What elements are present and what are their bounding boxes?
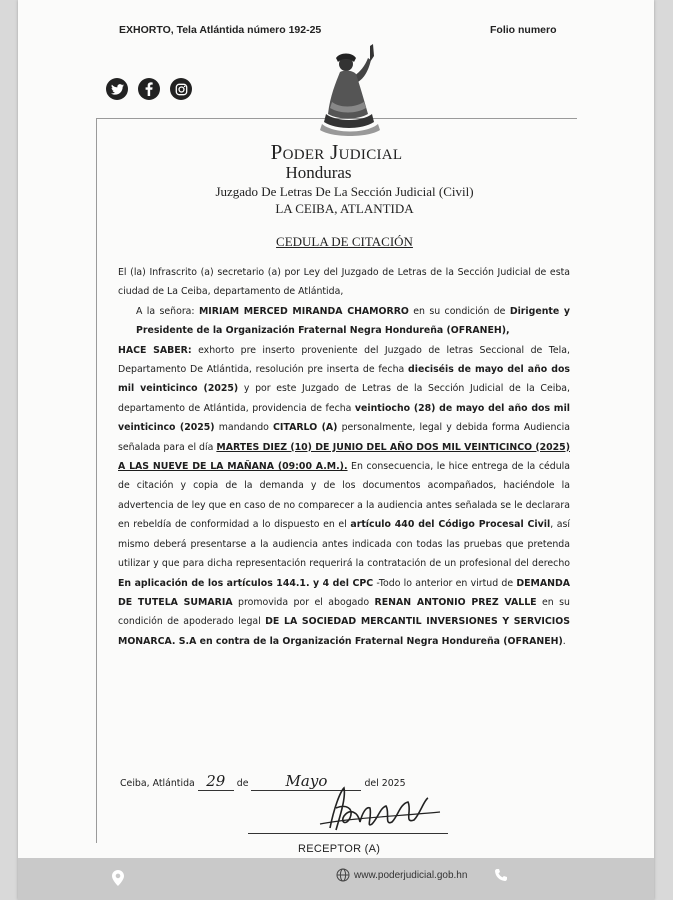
closing-de: de: [236, 778, 249, 789]
court-location: LA CEIBA, ATLANTIDA: [275, 201, 414, 216]
citation-order: CITARLO (A): [273, 422, 338, 434]
exhorto-reference: EXHORTO, Tela Atlántida número 192-25: [119, 24, 322, 36]
intro-paragraph: El (la) Infrascrito (a) secretario (a) por Ley del Juzgado de Letras de la Sección Judicial de esta ciudad de La Ceiba, departamento de Atlántida,: [118, 267, 570, 298]
hearing-date: MARTES DIEZ (10) DE JUNIO DEL AÑO DOS MIL VEINTICINCO (2025) A LAS NUEVE DE LA MAÑANA (09:00 A.M.).: [118, 441, 570, 473]
justice-statue-logo-icon: [318, 42, 384, 138]
twitter-icon: [106, 78, 128, 100]
legal-article: artículo 440 del Código Procesal Civil: [350, 519, 551, 531]
text-segment: -Todo lo anterior en virtud de: [373, 577, 517, 589]
text-segment: En consecuencia, le hice entrega de la cédula de citación y copia de la demanda y de los documentos acompañados, haciéndole la advertencia de ley que en caso de no comparecer a la audiencia antes señalada se le declarara en rebeldía de conformidad a lo dispuesto en el: [118, 461, 570, 531]
receptor-signature-line: [248, 833, 448, 834]
text-segment: , así mismo deberá presentarse a la audiencia antes indicada con todas las pruebas que pretenda utilizar y que para dicha representación requerirá la contratación de un profesional del derecho: [118, 519, 571, 570]
closing-day: 29: [198, 772, 234, 791]
hace-saber-label: HACE SABER:: [118, 344, 192, 356]
country-name: Honduras: [285, 163, 352, 182]
text-segment: promovida por el abogado: [232, 596, 375, 608]
text-segment: exhorto pre inserto proveniente del Juzgado de letras Seccional de Tela, Departamento De Atlántida, resolución pre inserta de fecha: [118, 344, 570, 376]
globe-icon: [336, 868, 350, 882]
lawyer-name: RENAN ANTONIO PREZ VALLE: [374, 596, 537, 608]
institution-name: Poder Judicial: [270, 140, 403, 164]
phone-icon: [494, 868, 508, 882]
cpc-reference: En aplicación de los artículos 144.1. y 4 del CPC: [118, 577, 374, 589]
addressee-paragraph: [118, 302, 570, 341]
website-url: www.poderjudicial.gob.hn: [354, 870, 468, 881]
instagram-icon: [170, 78, 192, 100]
demand-type: DEMANDA DE TUTELA SUMARIA: [118, 577, 570, 608]
addressee-prefix: A la señora:: [136, 305, 199, 317]
location-pin-icon: [112, 870, 124, 886]
text-segment: y por este Juzgado de Letras de la Sección Judicial de la Ceiba, departamento de Atlántida, providencia de fecha: [118, 383, 570, 414]
text-segment: en su condición de apoderado legal: [118, 596, 570, 628]
court-name: Juzgado De Letras De La Sección Judicial (Civil): [215, 184, 474, 199]
resolution-date: dieciséis de mayo del año dos mil veinticinco (2025): [118, 364, 570, 395]
facebook-icon: [138, 78, 160, 100]
closing-year: del 2025: [364, 778, 406, 789]
main-paragraph: [118, 341, 570, 652]
document-footer: [18, 858, 654, 900]
providence-date: veintiocho (28) de mayo del año dos mil veinticinco (2025): [118, 402, 570, 434]
citation-body: [118, 263, 570, 651]
receptor-label: RECEPTOR (A): [298, 843, 381, 855]
folio-number-label: Folio numero: [490, 24, 557, 36]
addressee-role: Dirigente y Presidente de la Organización Fraternal Negra Hondureña (OFRANEH),: [136, 305, 570, 337]
document-title: CEDULA DE CITACIÓN: [276, 234, 413, 249]
text-segment: .: [562, 635, 566, 647]
plaintiff-company: DE LA SOCIEDAD MERCANTIL INVERSIONES Y SERVICIOS MONARCA. S.A en contra de la Organización Fraternal Negra Hondureña (OFRANEH): [118, 616, 571, 647]
text-segment: mandando: [214, 422, 274, 434]
closing-place: Ceiba, Atlántida: [120, 778, 195, 789]
addressee-condition-text: en su condición de: [408, 305, 510, 317]
social-icons: [106, 78, 192, 100]
text-segment: personalmente, legal y debida forma Audiencia señalada para el día: [118, 422, 570, 453]
closing-month: Mayo: [251, 772, 361, 791]
handwritten-signature-icon: [300, 778, 450, 838]
addressee-name: MIRIAM MERCED MIRANDA CHAMORRO: [198, 305, 409, 317]
